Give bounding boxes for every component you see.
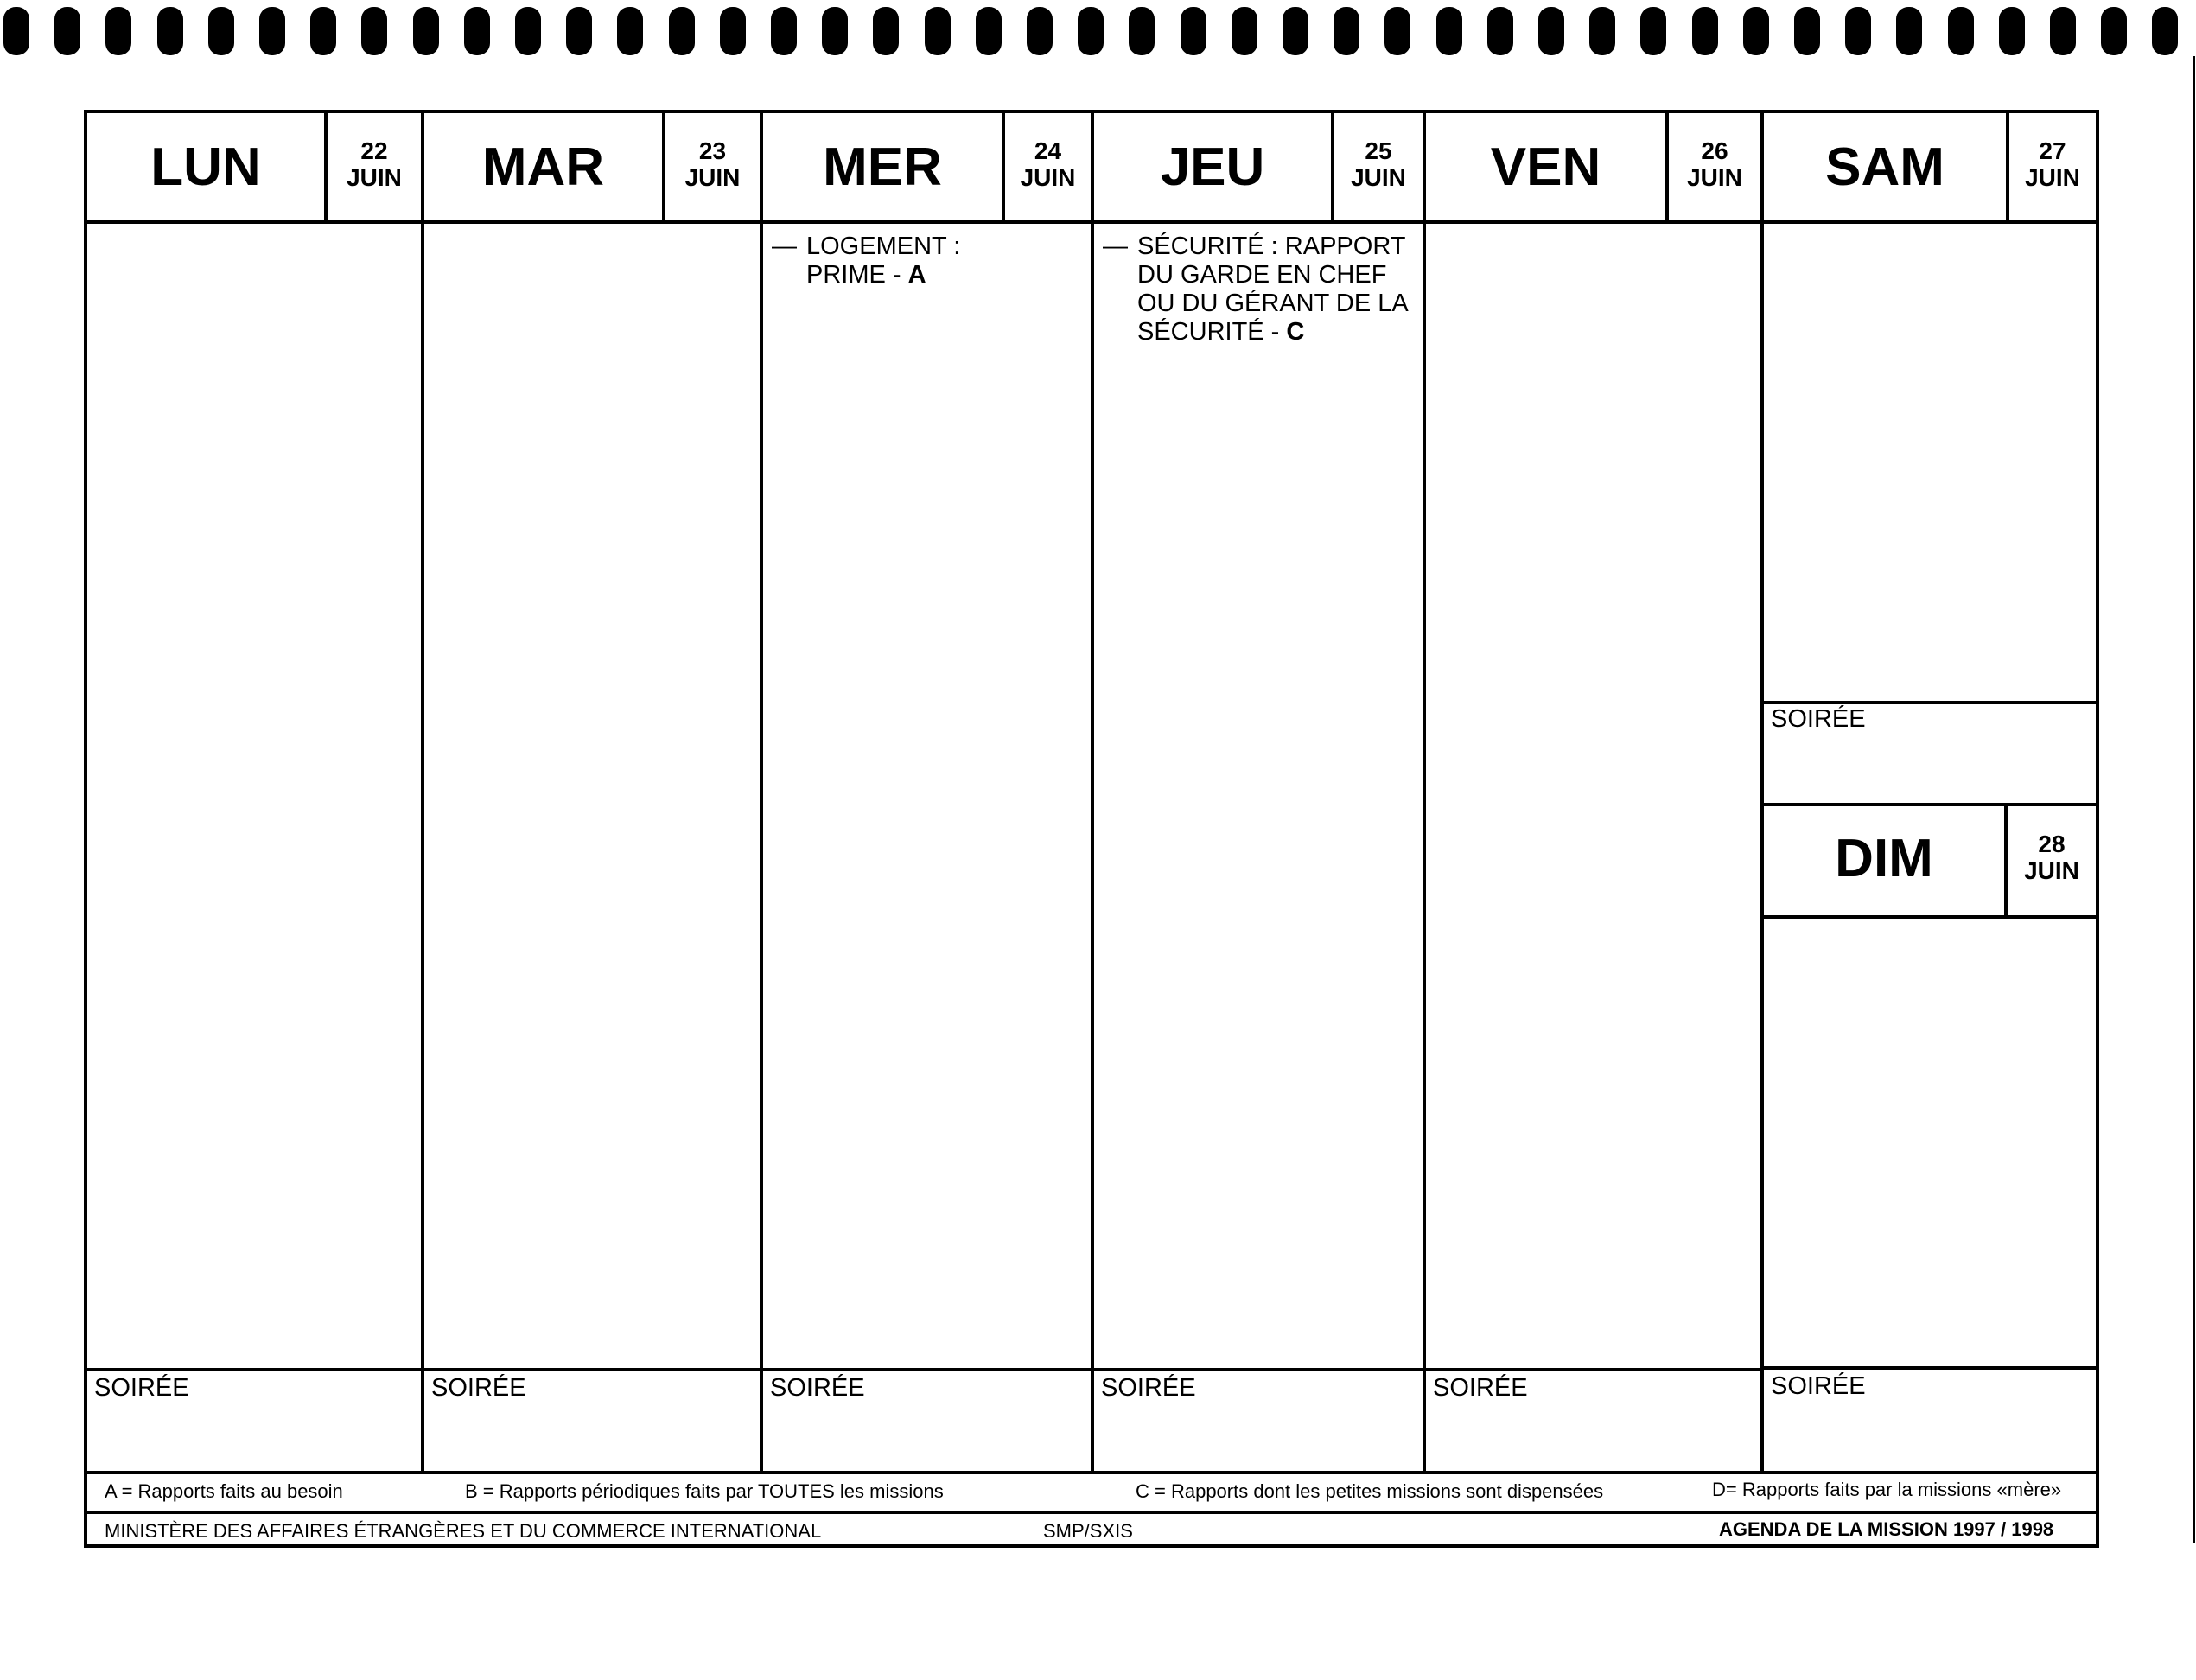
day-name-thu: JEU bbox=[1160, 137, 1265, 197]
entry-text: LOGEMENT : PRIME - A bbox=[806, 232, 961, 289]
legend-a: A = Rapports faits au besoin bbox=[105, 1480, 343, 1502]
binding-hole bbox=[566, 7, 592, 55]
binding-hole bbox=[1999, 7, 2025, 55]
entry-logement bbox=[772, 232, 1083, 302]
day-date-fri: 26 JUIN bbox=[1687, 137, 1742, 191]
binding-hole bbox=[1896, 7, 1922, 55]
sunday-header-bottom bbox=[1762, 915, 2097, 919]
binding-hole bbox=[1027, 7, 1053, 55]
evening-label-thu: SOIRÉE bbox=[1101, 1374, 1196, 1402]
binding-hole bbox=[3, 7, 29, 55]
legend-b: B = Rapports périodiques faits par TOUTES les missions bbox=[465, 1480, 944, 1502]
binding-hole bbox=[976, 7, 1002, 55]
evening-label-tue: SOIRÉE bbox=[431, 1374, 526, 1402]
binding-hole bbox=[1589, 7, 1615, 55]
weekly-agenda-grid bbox=[84, 110, 2099, 1548]
binding-hole bbox=[413, 7, 439, 55]
legend-top-divider bbox=[87, 1471, 2096, 1474]
binding-hole bbox=[617, 7, 643, 55]
binding-hole bbox=[669, 7, 695, 55]
binding-hole bbox=[2152, 7, 2178, 55]
binding-hole bbox=[1487, 7, 1513, 55]
footer-code: SMP/SXIS bbox=[1043, 1520, 1133, 1542]
binding-hole bbox=[1334, 7, 1359, 55]
binding-hole bbox=[1640, 7, 1666, 55]
binding-hole bbox=[1692, 7, 1718, 55]
footer-top-divider bbox=[87, 1511, 2096, 1514]
binding-hole bbox=[1181, 7, 1206, 55]
binding-hole bbox=[1794, 7, 1820, 55]
spiral-binding bbox=[0, 7, 2196, 59]
day-date-sun: 28 JUIN bbox=[2024, 830, 2079, 884]
binding-hole bbox=[208, 7, 234, 55]
legend-c: C = Rapports dont les petites missions sont dispensées bbox=[1136, 1480, 1604, 1502]
entry-text: SÉCURITÉ : RAPPORT DU GARDE EN CHEF OU DU GÉRANT DE LA SÉCURITÉ - C bbox=[1137, 232, 1409, 346]
day-name-sun: DIM bbox=[1835, 829, 1933, 888]
binding-hole bbox=[1283, 7, 1308, 55]
footer-ministry: MINISTÈRE DES AFFAIRES ÉTRANGÈRES ET DU COMMERCE INTERNATIONAL bbox=[105, 1520, 822, 1542]
binding-hole bbox=[259, 7, 285, 55]
saturday-evening-divider bbox=[1762, 701, 2097, 704]
binding-hole bbox=[1078, 7, 1104, 55]
column-divider bbox=[421, 113, 424, 1471]
binding-hole bbox=[361, 7, 387, 55]
binding-hole bbox=[771, 7, 797, 55]
day-name-wed: MER bbox=[823, 137, 942, 197]
legend-d: D= Rapports faits par la missions «mère» bbox=[1712, 1479, 2062, 1500]
sunday-header-top bbox=[1762, 803, 2097, 806]
column-divider bbox=[1423, 113, 1426, 1471]
column-divider bbox=[1760, 113, 1764, 1471]
day-name-mon: LUN bbox=[150, 137, 261, 197]
evening-label-fri: SOIRÉE bbox=[1433, 1374, 1528, 1402]
binding-hole bbox=[1436, 7, 1462, 55]
binding-hole bbox=[720, 7, 746, 55]
column-divider bbox=[1091, 113, 1094, 1471]
binding-hole bbox=[310, 7, 336, 55]
binding-hole bbox=[1845, 7, 1871, 55]
binding-hole bbox=[105, 7, 131, 55]
entry-dash: — bbox=[1103, 232, 1128, 260]
binding-hole bbox=[1538, 7, 1564, 55]
day-date-sat: 27 JUIN bbox=[2025, 137, 2080, 191]
binding-hole bbox=[1129, 7, 1155, 55]
day-date-wed: 24 JUIN bbox=[1020, 137, 1076, 191]
evening-label-wed: SOIRÉE bbox=[770, 1374, 865, 1402]
entry-securite bbox=[1103, 232, 1418, 353]
binding-hole bbox=[1743, 7, 1769, 55]
day-date-thu: 25 JUIN bbox=[1351, 137, 1406, 191]
binding-hole bbox=[54, 7, 80, 55]
binding-hole bbox=[464, 7, 490, 55]
day-name-fri: VEN bbox=[1490, 137, 1601, 197]
day-name-sat: SAM bbox=[1825, 137, 1945, 197]
evening-divider bbox=[87, 1368, 1764, 1371]
binding-hole bbox=[515, 7, 541, 55]
binding-hole bbox=[925, 7, 951, 55]
evening-label-sat: SOIRÉE bbox=[1771, 705, 1866, 733]
binding-hole bbox=[873, 7, 899, 55]
day-date-tue: 23 JUIN bbox=[684, 137, 741, 191]
binding-hole bbox=[1384, 7, 1410, 55]
binding-hole bbox=[157, 7, 183, 55]
footer-agenda-title: AGENDA DE LA MISSION 1997 / 1998 bbox=[1719, 1518, 2054, 1540]
binding-hole bbox=[2101, 7, 2127, 55]
column-divider bbox=[760, 113, 763, 1471]
sunday-evening-divider bbox=[1764, 1366, 2099, 1370]
binding-hole bbox=[2050, 7, 2076, 55]
entry-dash: — bbox=[772, 232, 797, 260]
binding-hole bbox=[1232, 7, 1257, 55]
page-edge bbox=[2193, 56, 2195, 1543]
evening-label-sun: SOIRÉE bbox=[1771, 1372, 1866, 1400]
binding-hole bbox=[1948, 7, 1974, 55]
day-name-tue: MAR bbox=[481, 137, 605, 197]
binding-hole bbox=[822, 7, 848, 55]
day-date-mon: 22 JUIN bbox=[347, 137, 402, 191]
evening-label-mon: SOIRÉE bbox=[94, 1374, 189, 1402]
